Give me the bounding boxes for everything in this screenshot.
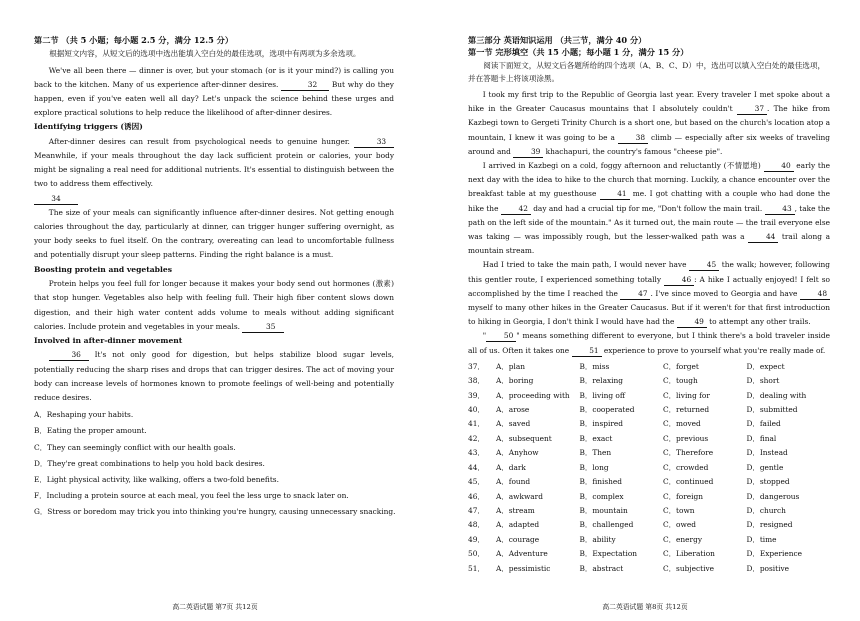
choice-c: C．Therefore [663,448,714,458]
answer-blank-43: 43 [765,204,795,215]
cloze-paragraph-4 [468,329,830,357]
choice-c: C．owed [663,520,696,530]
answer-blank-41: 41 [600,189,630,200]
paragraph-text: early the next day with the idea to hike to the church that morning. Luckily, a chance encounter over the breakfast table at my guesthouse [468,161,830,199]
question-row [468,389,830,403]
left-column [34,34,394,521]
question-number: 44． [468,462,485,472]
paragraph-text: I arrived in Kazbegi on a cold, foggy afternoon and reluctantly (不情愿地) [482,161,761,171]
choice-a: A．courage [496,534,540,544]
paragraph-text: We've all been there — dinner is over, but your stomach (or is it your mind?) is calling you back to the kitchen. Many of us experience after-dinner desires. [34,65,394,89]
choice-a: A．proceeding with [496,390,570,400]
choice-c: C．living for [663,390,710,400]
choice-a: A．pessimistic [496,563,551,573]
question-row [468,533,830,547]
paragraph-text: " [482,331,487,341]
right-column [468,34,830,576]
answer-blank-50: 50 [486,331,516,342]
option-a: A．Reshaping your habits. [34,410,134,420]
answer-blank-37: 37 [737,104,767,115]
paragraph-text: to attempt any other trails. [709,317,811,327]
choice-a: A．found [496,477,531,487]
choice-b: B．relaxing [579,376,624,386]
paragraph-text: experience to prove to yourself what you're really made of. [603,345,826,355]
question-row [468,461,830,475]
paragraph-text: Meanwhile, if your meals throughout the day lack sufficient protein or calories, your body might be signaling a real need for additional nutrients. It's essential to distinguish between the two to address them effectively. [34,151,394,189]
choice-c: C．tough [663,376,698,386]
choice-a: A．saved [496,419,531,429]
answer-blank-47: 47 [620,289,650,300]
answer-blank-36: 36 [49,350,89,361]
choice-a: A．adapted [496,520,540,530]
answer-blank-39: 39 [513,147,543,158]
answer-blank-32: 32 [281,80,329,91]
answer-blank-42: 42 [501,204,531,215]
page-footer: 高二英语试题 第8页 共12页 [602,603,688,611]
choice-d: D．submitted [746,405,798,415]
answer-blank-44: 44 [748,232,778,243]
paragraph-text: " means something different to everyone, but I think there's a bold traveler inside all of us. Often it takes one [468,331,830,355]
cloze-paragraph-2 [468,159,830,258]
answer-blank-45: 45 [689,260,719,271]
choice-d: D．positive [746,563,790,573]
question-number: 47． [468,505,485,515]
question-row [468,417,830,431]
choice-b: B．Then [579,448,612,458]
paragraph-text: climb — especially after six weeks of traveling around and [468,132,831,156]
option-b: B．Eating the proper amount. [34,426,147,436]
choice-d: D．stopped [746,477,790,487]
answer-blank-46: 46 [664,275,694,286]
question-number: 41． [468,419,485,429]
paragraph-text: the walk; however, following this gentler route, I experienced something totally [468,260,830,284]
choice-b: B．complex [579,491,624,501]
question-number: 51． [468,563,485,573]
choice-d: D．dealing with [746,390,807,400]
choice-b: B．long [579,462,609,472]
paragraph-text: Had I tried to take the main path, I would never have [482,260,687,270]
choice-d: D．failed [746,419,781,429]
choice-c: C．continued [663,477,714,487]
paragraph-text: Protein helps you feel full for longer because it makes your body send out hormones (激素) that stop hunger. Vegetables also help with feeling full. Their high fiber content slows down digestion, and their high water content adds volume to meals without adding significant calories. Include protein and vegetables in your meals. [34,279,394,331]
choice-b: B．challenged [579,520,634,530]
part-title: 第三部分 英语知识运用 （共三节，满分 40 分） [468,35,647,45]
answer-blank-33: 33 [354,137,394,148]
choice-d: D．expect [746,361,785,371]
choice-d: D．gentle [746,462,784,472]
paragraph-text: myself to many other hikes in the Greater Caucasus. But if it weren't for that first introduction to hiking in Georgia, I don't think I would have had the [468,303,830,327]
question-number: 40． [468,405,485,415]
question-options-list [468,360,830,576]
answer-blank-40: 40 [764,161,794,172]
option-e: E．Light physical activity, like walking, offers a two-fold benefits. [34,475,279,485]
paragraph-text: But why do they happen, even if you've eaten well all day? Let's unpack the science behind these urges and explore practical solutions to help reduce the likelihood of after-dinner desires. [34,79,394,118]
paragraph-text: me. I got chatting with a couple who had done the hike the [468,189,830,213]
question-row [468,518,830,532]
paragraph-text: trail along a mountain stream. [468,232,831,256]
choice-d: D．final [746,433,777,443]
options-list [34,407,394,520]
choice-b: B．ability [579,534,616,544]
choice-b: B．finished [579,477,623,487]
section-instructions: 阅读下面短文，从短文后各题所给的四个选项（A、B、C、D）中，选出可以填入空白处的最佳选项，并在答题卡上将该项涂黑。 [468,61,826,83]
choice-b: B．cooperated [579,405,635,415]
subheading-after-dinner-movement: Involved in after-dinner movement [34,335,183,345]
subheading-identifying-triggers: Identifying triggers (诱因) [34,122,143,132]
question-number: 48． [468,520,485,530]
paragraph-text: After-dinner desires can result from psychological needs to genuine hunger. [48,136,350,146]
choice-d: D．time [746,534,777,544]
paragraph-5 [34,348,394,405]
choice-c: C．foreign [663,491,703,501]
question-number: 46． [468,491,485,501]
choice-b: B．miss [579,361,610,371]
choice-b: B．Expectation [579,549,638,559]
choice-d: D．church [746,505,786,515]
paragraph-text: , take the path on the left side of the mountain." As it turned out, the main route — the trail everyone else was taking — was impossibly rough, but the lesser-walked path was a [468,203,830,242]
paragraph-text: khachapuri, the country's famous "cheese pie". [545,146,723,156]
choice-a: A．boring [496,376,534,386]
answer-blank-51: 51 [572,346,602,357]
question-number: 43． [468,448,485,458]
choice-a: A．plan [496,361,525,371]
choice-b: B．abstract [579,563,624,573]
paragraph-1 [34,64,394,121]
paragraph-text: It's not only good for digestion, but helps stabilize blood sugar levels, potentially reducing the sharp rises and drops that can trigger desires. The act of moving your body can increase levels of hormones known to promote feelings of well-being and potentially reduce desires. [34,350,394,403]
choice-c: C．returned [663,405,710,415]
paragraph-3: The size of your meals can significantly influence after-dinner desires. Not getting enough calories throughout the day, particularly at dinner, can trigger hunger suffering overnight, as your body seeks to fuel itself. On the contrary, overeating can lead to uncomfortable fullness and potentially disrupt your sleep patterns. Finding the right balance is a must. [34,207,394,260]
question-number: 38． [468,376,485,386]
section-title: 第二节 （共 5 小题；每小题 2.5 分，满分 12.5 分） [34,35,234,45]
option-d: D．They're great combinations to help you hold back desires. [34,458,265,468]
choice-d: D．short [746,376,780,386]
paragraph-text: I took my first trip to the Republic of Georgia last year. Every traveler I met spoke about a hike in the Greater Caucasus mountains that I absolutely couldn't [468,90,830,114]
choice-c: C．Liberation [663,549,715,559]
subheading-protein-vegetables: Boosting protein and vegetables [34,264,172,274]
choice-c: C．crowded [663,462,709,472]
paragraph-2 [34,135,394,192]
choice-d: D．Experience [746,549,803,559]
choice-b: B．exact [579,433,613,443]
choice-a: A．awkward [496,491,543,501]
section-title: 第一节 完形填空（共 15 小题；每小题 1 分，满分 15 分） [468,47,689,57]
question-row [468,490,830,504]
answer-blank-34: 34 [34,194,78,205]
question-number: 42． [468,433,485,443]
choice-d: D．resigned [746,520,793,530]
choice-b: B．mountain [579,505,628,515]
question-row [468,432,830,446]
option-f: F．Including a protein source at each meal, you feel the less urge to snack later on. [34,491,349,501]
choice-b: B．living off [579,390,626,400]
question-number: 37． [468,361,485,371]
answer-blank-38: 38 [618,133,648,144]
choice-b: B．inspired [579,419,623,429]
question-number: 39． [468,390,485,400]
choice-d: D．Instead [746,448,788,458]
section-instructions: 根据短文内容，从短文后的选项中选出能填入空白处的最佳选项，选项中有两项为多余选项。 [49,49,361,58]
choice-a: A．Anyhow [496,448,539,458]
choice-a: A．dark [496,462,526,472]
choice-c: C．forget [663,361,699,371]
choice-c: C．moved [663,419,701,429]
choice-a: A．arose [496,405,530,415]
right-page [430,0,860,621]
answer-blank-48: 48 [800,289,830,300]
choice-c: C．subjective [663,563,715,573]
paragraph-text: : A hike I actually enjoyed! I felt so accomplished by the time I reached the [468,274,830,298]
question-row [468,547,830,561]
page-footer: 高二英语试题 第7页 共12页 [172,603,258,611]
question-row [468,446,830,460]
choice-c: C．town [663,505,695,515]
choice-c: C．energy [663,534,702,544]
question-row [468,360,830,374]
question-row [468,403,830,417]
choice-c: C．previous [663,433,709,443]
paragraph-4 [34,277,394,334]
choice-d: D．dangerous [746,491,800,501]
question-row [468,562,830,576]
option-c: C．They can seemingly conflict with our health goals. [34,442,236,452]
question-number: 49． [468,534,485,544]
question-number: 45． [468,477,485,487]
option-g: G．Stress or boredom may trick you into thinking you're hungry, causing unnecessary snacking. [34,507,396,517]
choice-a: A．subsequent [496,433,552,443]
cloze-paragraph-3 [468,258,830,329]
paragraph-text: . I've since moved to Georgia and have [650,288,798,298]
question-row [468,504,830,518]
question-number: 50． [468,549,485,559]
answer-blank-35: 35 [242,322,284,333]
paragraph-text: . The hike from Kazbegi town to Gergeti Trinity Church is a short one, but based on the church's location atop a mountain, I knew it was going to be a [468,104,830,142]
cloze-paragraph-1 [468,88,830,159]
choice-a: A．stream [496,505,535,515]
choice-a: A．Adventure [496,549,548,559]
answer-blank-49: 49 [677,317,707,328]
blank-line-34 [34,192,394,206]
question-row [468,475,830,489]
question-row [468,374,830,388]
paragraph-text: day and had a crucial tip for me, "Don't follow the main trail. [533,203,763,213]
